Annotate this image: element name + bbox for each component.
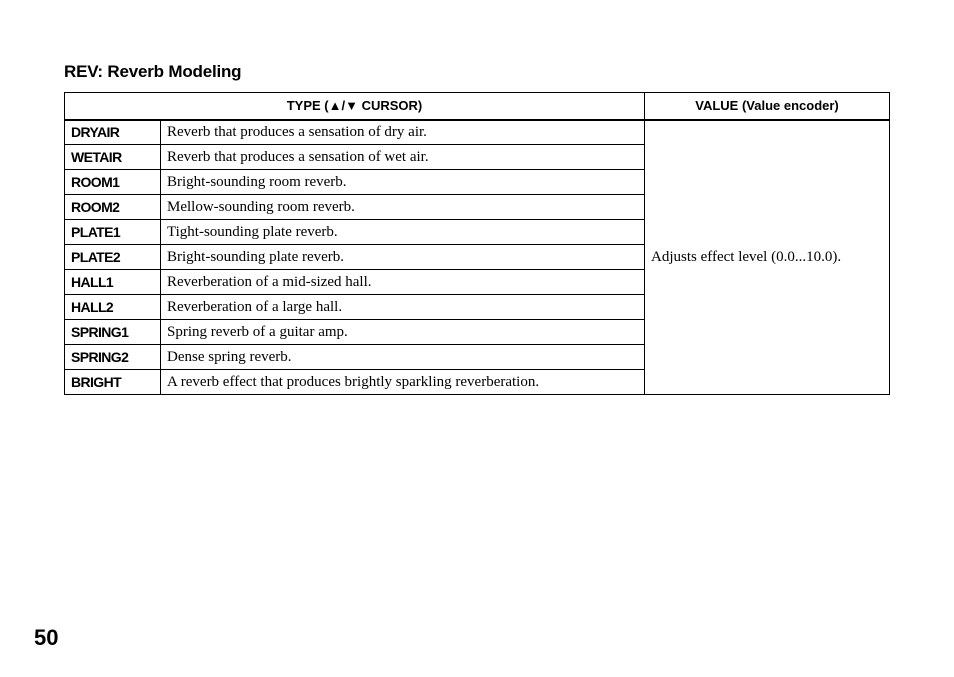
type-name: ROOM1 bbox=[65, 170, 161, 195]
type-name: PLATE1 bbox=[65, 220, 161, 245]
type-description: Mellow-sounding room reverb. bbox=[161, 195, 645, 220]
type-description: Reverberation of a mid-sized hall. bbox=[161, 270, 645, 295]
value-column-header: VALUE (Value encoder) bbox=[645, 93, 890, 120]
type-name: SPRING2 bbox=[65, 345, 161, 370]
type-description: Reverberation of a large hall. bbox=[161, 295, 645, 320]
value-description: Adjusts effect level (0.0...10.0). bbox=[645, 120, 890, 395]
type-name: DRYAIR bbox=[65, 120, 161, 145]
type-name: SPRING1 bbox=[65, 320, 161, 345]
type-description: Bright-sounding room reverb. bbox=[161, 170, 645, 195]
type-description: Reverb that produces a sensation of dry air. bbox=[161, 120, 645, 145]
type-name: PLATE2 bbox=[65, 245, 161, 270]
table-header-row bbox=[65, 93, 890, 120]
type-name: HALL2 bbox=[65, 295, 161, 320]
type-name: ROOM2 bbox=[65, 195, 161, 220]
type-name: HALL1 bbox=[65, 270, 161, 295]
type-description: Tight-sounding plate reverb. bbox=[161, 220, 645, 245]
table-row bbox=[65, 120, 890, 145]
reverb-parameter-table bbox=[64, 92, 890, 395]
type-column-header: TYPE (▲/▼ CURSOR) bbox=[65, 93, 645, 120]
type-description: Bright-sounding plate reverb. bbox=[161, 245, 645, 270]
type-name: WETAIR bbox=[65, 145, 161, 170]
page-number: 50 bbox=[34, 625, 59, 650]
type-description: Dense spring reverb. bbox=[161, 345, 645, 370]
type-description: Spring reverb of a guitar amp. bbox=[161, 320, 645, 345]
section-title: REV: Reverb Modeling bbox=[64, 62, 242, 81]
type-name: BRIGHT bbox=[65, 370, 161, 395]
type-description: A reverb effect that produces brightly sparkling reverberation. bbox=[161, 370, 645, 395]
type-description: Reverb that produces a sensation of wet air. bbox=[161, 145, 645, 170]
